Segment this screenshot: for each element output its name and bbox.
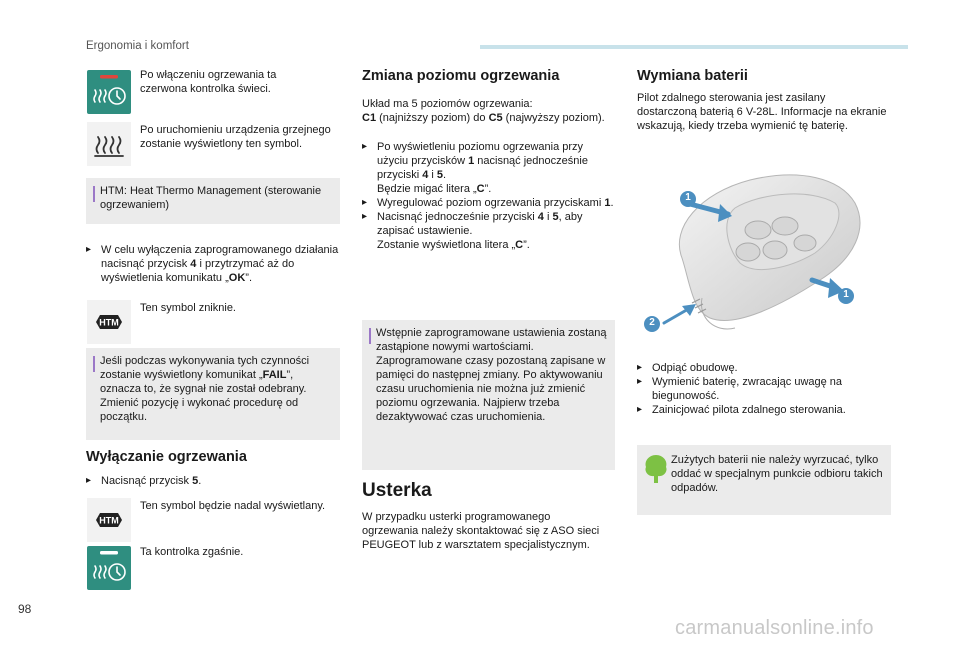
heating-off-heading: Wyłączanie ogrzewania bbox=[86, 449, 247, 465]
tree-eco-icon bbox=[643, 453, 669, 485]
note-marker bbox=[93, 356, 95, 372]
note-marker bbox=[93, 186, 95, 202]
preset-note-text: Wstępnie zaprogramowane ustawienia zostaną zastąpione nowymi wartościami. Zaprogramowane czasy pozostaną zapisane w pamięci do następnej zmiany. Po aktywowaniu czasu uruchomienia nie można już zmienić poziomu ogrzewania. Najpierw trzeba dezaktywować czas uruchomienia. bbox=[376, 327, 607, 423]
battery-intro: Pilot zdalnego sterowania jest zasilany dostarczoną baterią 6 V-28L. Informacje na ekranie wskazują, kiedy trzeba wymienić tę baterię. bbox=[637, 92, 887, 132]
section-title: Ergonomia i komfort bbox=[86, 40, 189, 52]
list-item: ▸ Wymienić baterię, zwracając uwagę na biegunowość. bbox=[637, 376, 843, 402]
lamp-off-text: Ta kontrolka zgaśnie. bbox=[140, 546, 244, 558]
preset-note bbox=[362, 320, 615, 470]
eco-note bbox=[637, 445, 891, 515]
battery-steps bbox=[637, 361, 887, 417]
fail-note-text: Jeśli podczas wykonywania tych czynności zostanie wyświetlony komunikat „FAIL”, oznacza to, że sygnał nie został odebrany. Zmienić pozycję i wykonać procedurę od początku. bbox=[100, 355, 310, 423]
htm-note bbox=[86, 178, 340, 224]
callout-2: 2 bbox=[649, 317, 655, 328]
list-item: ▸ W celu wyłączenia zaprogramowanego działania nacisnąć przycisk 4 i przytrzymać aż do wyświetlenia komunikatu „OK”. bbox=[86, 244, 339, 284]
heating-on-lamp-icon bbox=[87, 70, 131, 114]
heater-symbol-icon bbox=[87, 122, 131, 166]
callout-1-right: 1 bbox=[843, 289, 849, 300]
symbol-disappears-text: Ten symbol zniknie. bbox=[140, 302, 236, 314]
htm-symbol-icon bbox=[87, 300, 131, 344]
battery-heading: Wymiana baterii bbox=[637, 68, 748, 84]
cancel-bullet-list bbox=[86, 243, 340, 285]
htm-icon-label: HTM bbox=[99, 515, 119, 526]
heating-level-intro: Układ ma 5 poziomów ogrzewania: C1 (najniższy poziom) do C5 (najwyższy poziom). bbox=[362, 98, 605, 124]
fault-text: W przypadku usterki programowanego ogrzewania należy skontaktować się z ASO sieci PEUGEOT lub z warsztatem specjalistycznym. bbox=[362, 511, 600, 551]
eco-note-text: Zużytych baterii nie należy wyrzucać, tylko oddać w specjalnym punkcie odbioru takich odpadów. bbox=[671, 454, 883, 494]
list-item: ▸ Nacisnąć jednocześnie przyciski 4 i 5, aby zapisać ustawienie. Zostanie wyświetlona litera „C”. bbox=[362, 211, 583, 251]
heating-level-steps bbox=[362, 140, 614, 252]
note-marker bbox=[369, 328, 371, 344]
callout-1-top: 1 bbox=[685, 192, 691, 203]
heater-started-text: Po uruchomieniu urządzenia grzejnego zostanie wyświetlony ten symbol. bbox=[140, 124, 331, 150]
list-item: ▸ Odpiąć obudowę. bbox=[637, 362, 738, 374]
heating-off-lamp-icon bbox=[87, 546, 131, 590]
list-item: ▸ Wyregulować poziom ogrzewania przyciskami 1. bbox=[362, 197, 614, 209]
list-item: ▸ Nacisnąć przycisk 5. bbox=[86, 475, 202, 487]
list-item: ▸ Zainicjować pilota zdalnego sterowania. bbox=[637, 404, 846, 416]
remote-illustration bbox=[640, 168, 890, 343]
fail-note bbox=[86, 348, 340, 440]
htm-symbol-icon bbox=[87, 498, 131, 542]
symbol-remains-text: Ten symbol będzie nadal wyświetlany. bbox=[140, 500, 326, 512]
heating-on-text: Po włączeniu ogrzewania ta czerwona kontrolka świeci. bbox=[140, 69, 277, 95]
htm-icon-label: HTM bbox=[99, 317, 119, 328]
off-bullet-list bbox=[86, 474, 340, 488]
watermark: carmanualsonline.info bbox=[675, 617, 874, 639]
list-item: ▸ Po wyświetleniu poziomu ogrzewania przy użyciu przycisków 1 nacisnąć jednocześnie przyciski 4 i 5. Będzie migać litera „C”. bbox=[362, 141, 588, 195]
page-number: 98 bbox=[18, 602, 32, 616]
fault-heading: Usterka bbox=[362, 480, 432, 501]
heating-level-heading: Zmiana poziomu ogrzewania bbox=[362, 68, 560, 84]
htm-note-text: HTM: Heat Thermo Management (sterowanie ogrzewaniem) bbox=[100, 185, 322, 211]
header-bar bbox=[480, 45, 908, 49]
